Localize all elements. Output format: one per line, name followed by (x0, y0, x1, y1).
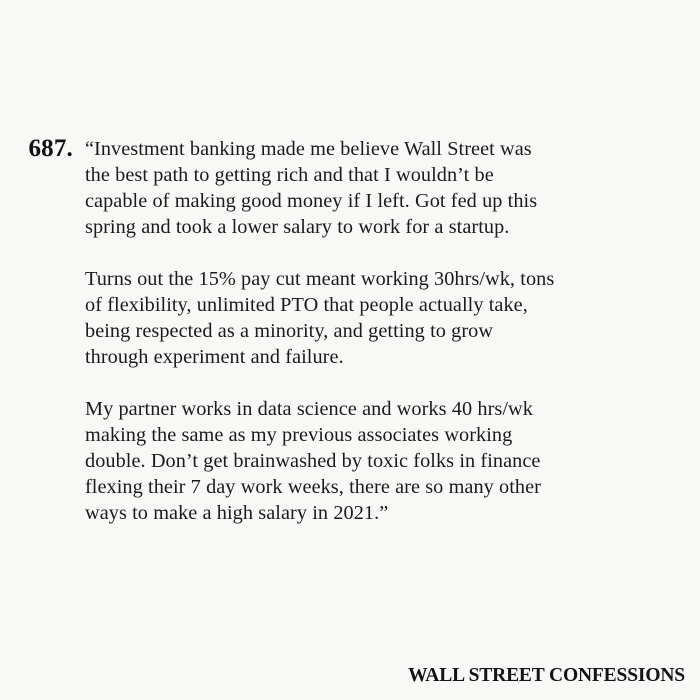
confession-paragraph-3: My partner works in data science and works 40 hrs/wk making the same as my previous associates working double. Don’t get brainwashed by toxic folks in finance flexing their 7 day work weeks, there are so many other ways to make a high salary in 2021.” (85, 398, 541, 524)
brand-wordmark: WALL STREET CONFESSIONS (408, 665, 685, 686)
confession-block (0, 136, 700, 526)
confession-entry-number: 687. (28, 135, 73, 162)
confession-paragraph-1: “Investment banking made me believe Wall Street was the best path to getting rich and that I wouldn’t be capable of making good money if I left. Got fed up this spring and took a lower salary to work for a startup. (85, 138, 538, 238)
confession-paragraph-2: Turns out the 15% pay cut meant working 30hrs/wk, tons of flexibility, unlimited PTO that people actually take, being respected as a minority, and getting to grow through experiment and failure. (85, 268, 555, 368)
confession-text-body (85, 136, 557, 526)
